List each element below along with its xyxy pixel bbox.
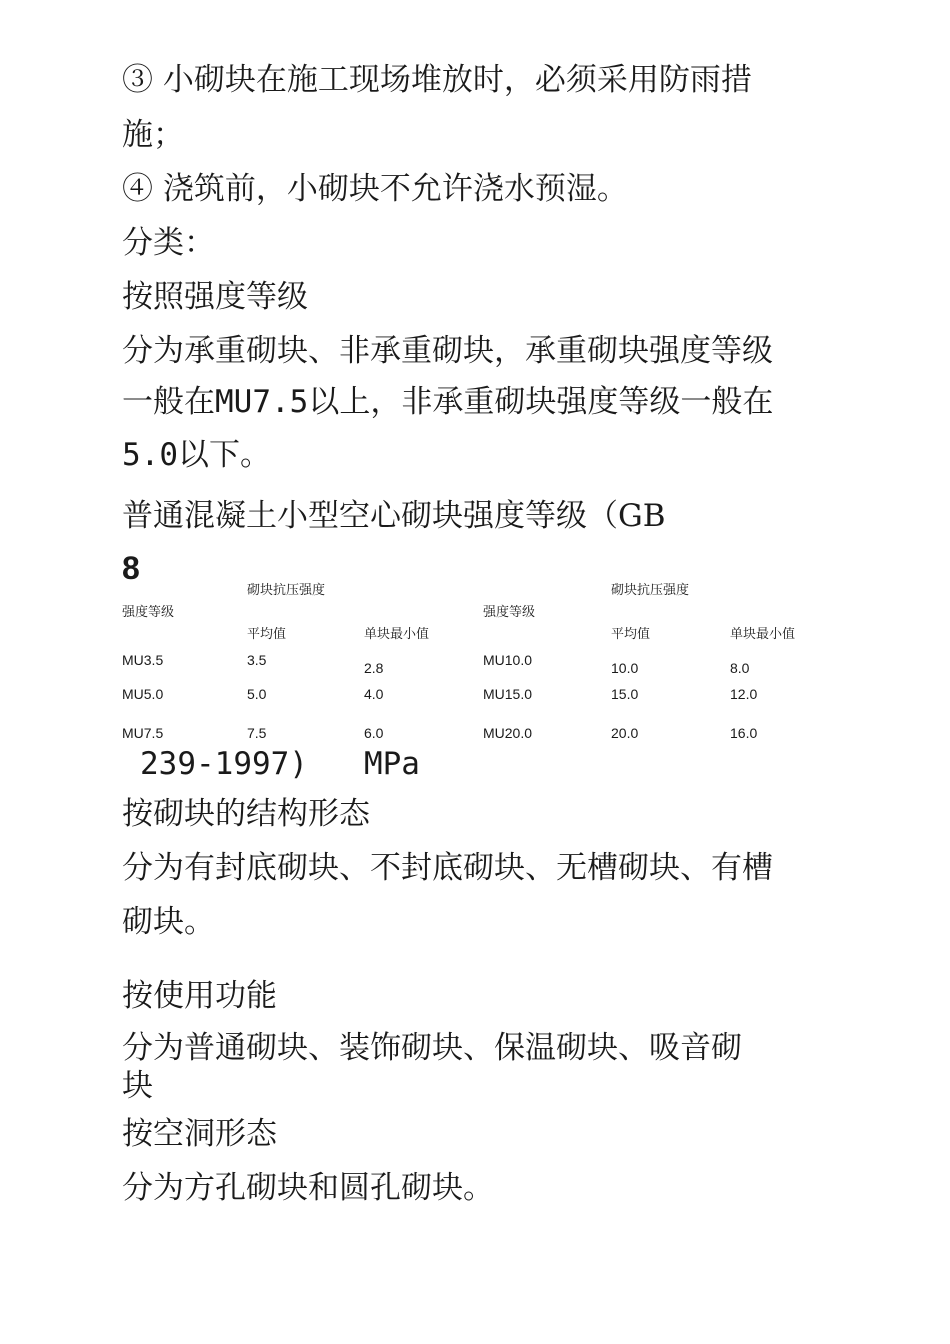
cavity-heading: 按空洞形态 — [122, 1116, 277, 1152]
table-left-grade-header: 强度等级 — [122, 604, 175, 619]
classification-heading: 分类： — [122, 225, 215, 261]
function-text-line2: 块 — [122, 1068, 153, 1104]
table-cell-min: 2.8 — [364, 660, 384, 676]
table-cell-min: 12.0 — [730, 686, 758, 702]
table-cell-min: 6.0 — [364, 725, 384, 741]
strength-text-line2-b: 以上，非承重砌块强度等级一般在 — [308, 384, 774, 420]
table-right-average-header: 平均值 — [611, 626, 651, 641]
table-left-min-header: 单块最小值 — [364, 626, 430, 641]
table-cell-grade: MU5.0 — [122, 686, 164, 702]
table-left-compressive-header: 砌块抗压强度 — [247, 582, 326, 597]
table-cell-grade: MU15.0 — [483, 686, 533, 702]
table-title-line2: 239-1997) MPa — [140, 746, 420, 782]
table-cell-grade: MU7.5 — [122, 725, 164, 741]
table-cell-average: 5.0 — [247, 686, 267, 702]
table-cell-average: 10.0 — [611, 660, 639, 676]
table-cell-grade: MU10.0 — [483, 652, 533, 668]
table-cell-min: 4.0 — [364, 686, 384, 702]
table-cell-average: 15.0 — [611, 686, 639, 702]
item-3-line: ③ 小砌块在施工现场堆放时，必须采用防雨措 — [122, 62, 752, 98]
table-cell-min: 8.0 — [730, 660, 750, 676]
structure-text-line1: 分为有封底砌块、不封底砌块、无槽砌块、有槽 — [122, 850, 773, 886]
table-cell-average: 3.5 — [247, 652, 267, 668]
table-cell-min: 16.0 — [730, 725, 758, 741]
item-4-line: ④ 浇筑前，小砌块不允许浇水预湿。 — [122, 171, 628, 207]
table-title-line1: 普通混凝土小型空心砌块强度等级（GB — [122, 498, 666, 534]
strength-text-line1: 分为承重砌块、非承重砌块，承重砌块强度等级 — [122, 333, 773, 369]
table-cell-grade: MU20.0 — [483, 725, 533, 741]
strength-text-line2-a: 一般在 — [122, 384, 215, 420]
table-right-compressive-header: 砌块抗压强度 — [611, 582, 690, 597]
cavity-text: 分为方孔砌块和圆孔砌块。 — [122, 1170, 494, 1206]
page-fragment: 8 — [122, 550, 140, 586]
table-cell-average: 7.5 — [247, 725, 267, 741]
table-left-average-header: 平均值 — [247, 626, 287, 641]
strength-text-line2 — [122, 384, 773, 420]
table-right-grade-header: 强度等级 — [483, 604, 536, 619]
item-3-continuation: 施； — [122, 117, 184, 153]
function-text-line1: 分为普通砌块、装饰砌块、保温砌块、吸音砌 — [122, 1030, 742, 1066]
strength-code-mu75: MU7.5 — [215, 384, 309, 420]
structure-heading: 按砌块的结构形态 — [122, 796, 370, 832]
strength-text-line3 — [122, 437, 271, 473]
structure-text-line2: 砌块。 — [122, 904, 215, 940]
strength-text-line3-b: 以下。 — [178, 437, 271, 473]
table-right-min-header: 单块最小值 — [730, 626, 796, 641]
table-cell-average: 20.0 — [611, 725, 639, 741]
function-heading: 按使用功能 — [122, 978, 277, 1014]
table-cell-grade: MU3.5 — [122, 652, 164, 668]
strength-grade-heading: 按照强度等级 — [122, 279, 308, 315]
strength-code-50: 5.0 — [122, 437, 178, 473]
